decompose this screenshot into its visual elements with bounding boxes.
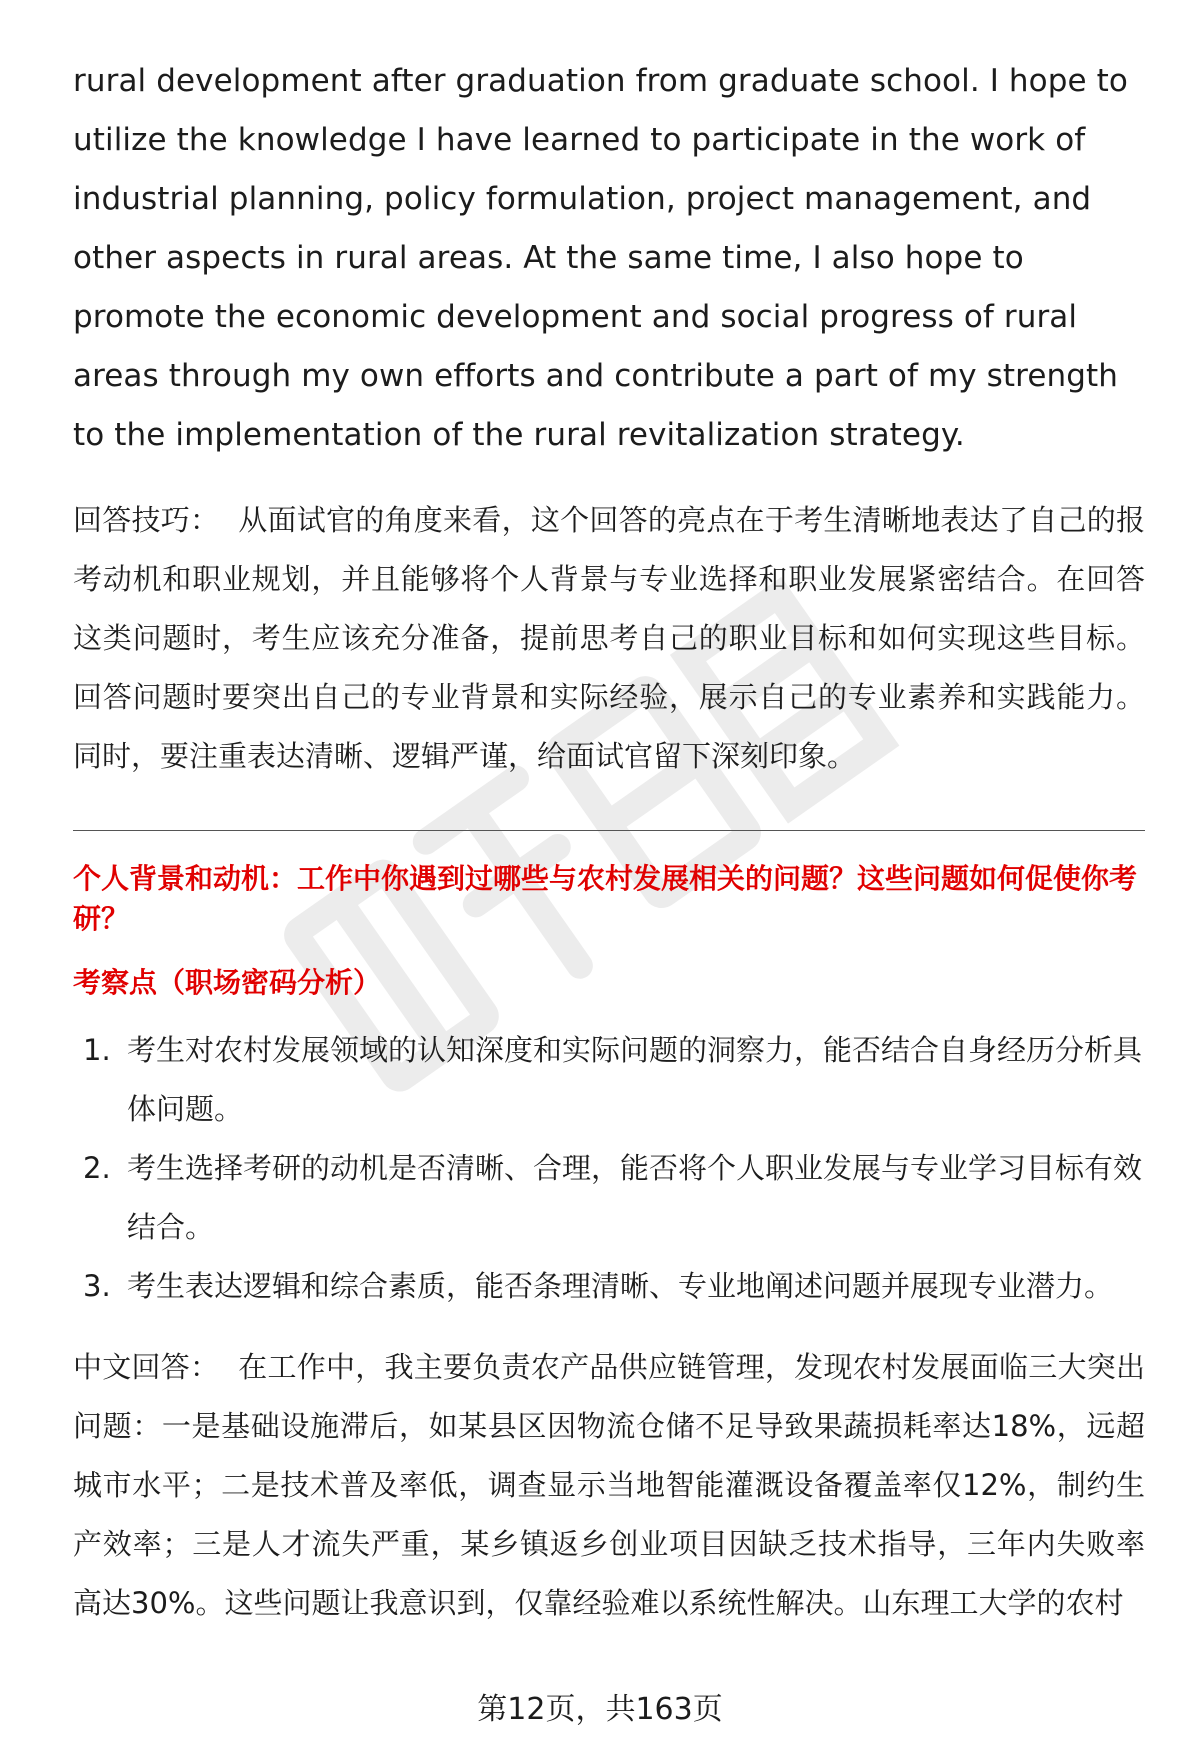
- list-item: [73, 1021, 1145, 1139]
- section-divider: [73, 830, 1145, 831]
- answer-text: 在工作中，我主要负责农产品供应链管理，发现农村发展面临三大突出问题：一是基础设施滞后，如某县区因物流仓储不足导致果蔬损耗率达18%，远超城市水平；二是技术普及率低，调查显示当地智能灌溉设备覆盖率仅12%，制约生产效率；三是人才流失严重，某乡镇返乡创业项目因缺乏技术指导，三年内失败率高达30%。这些问题让我意识到，仅靠经验难以系统性解决。山东理工大学的农村: [73, 1350, 1145, 1620]
- tips-label: 回答技巧：: [73, 503, 220, 537]
- document-page: [73, 52, 1145, 1633]
- assessment-heading: 考察点（职场密码分析）: [73, 966, 382, 999]
- list-item-number: 2.: [83, 1151, 111, 1185]
- tips-text: 从面试官的角度来看，这个回答的亮点在于考生清晰地表达了自己的报考动机和职业规划，并且能够将个人背景与专业选择和职业发展紧密结合。在回答这类问题时，考生应该充分准备，提前思考自己的职业目标和如何实现这些目标。回答问题时要突出自己的专业背景和实际经验，展示自己的专业素养和实践能力。同时，要注重表达清晰、逻辑严谨，给面试官留下深刻印象。: [73, 503, 1145, 773]
- list-item-text: 考生选择考研的动机是否清晰、合理，能否将个人职业发展与专业学习目标有效结合。: [127, 1151, 1143, 1244]
- question-heading: 个人背景和动机：工作中你遇到过哪些与农村发展相关的问题？这些问题如何促使你考研？: [73, 862, 1138, 935]
- list-item-text: 考生对农村发展领域的认知深度和实际问题的洞察力，能否结合自身经历分析具体问题。: [127, 1033, 1143, 1126]
- list-item: [73, 1139, 1145, 1257]
- list-item: [73, 1257, 1145, 1316]
- assessment-points-list: [73, 1021, 1145, 1316]
- intro-paragraph: rural development after graduation from graduate school. I hope to utilize the knowledge I have learned to participate in the work of industrial planning, policy formulation, project management, and other aspects in rural areas. At the same time, I also hope to promote the economic development and social progress of rural areas through my own efforts and contribute a part of my strength to the implementation of the rural revitalization strategy.: [73, 63, 1128, 453]
- list-item-number: 3.: [83, 1269, 111, 1303]
- chinese-answer: [73, 1338, 1145, 1633]
- page-number-footer: 第12页，共163页: [477, 1692, 723, 1727]
- answer-tips: [73, 491, 1145, 786]
- list-item-text: 考生表达逻辑和综合素质，能否条理清晰、专业地阐述问题并展现专业潜力。: [127, 1269, 1114, 1303]
- list-item-number: 1.: [83, 1033, 111, 1067]
- answer-label: 中文回答：: [73, 1350, 220, 1384]
